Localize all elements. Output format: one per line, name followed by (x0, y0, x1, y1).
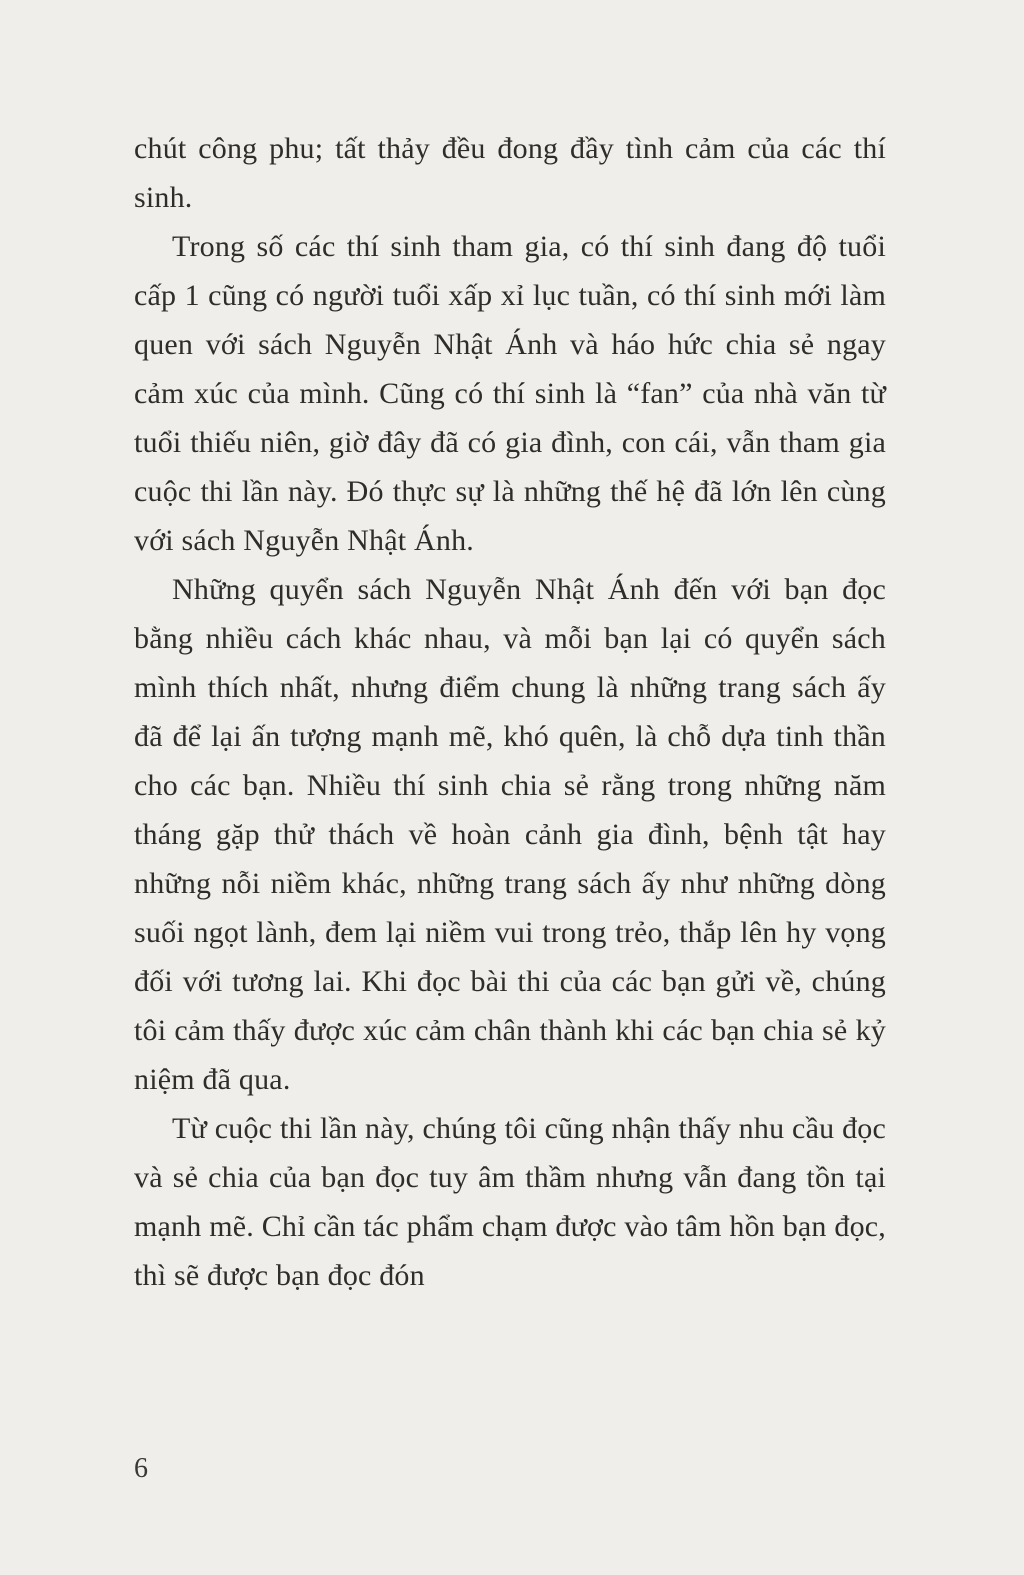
paragraph: Những quyển sách Nguyễn Nhật Ánh đến với bạn đọc bằng nhiều cách khác nhau, và mỗi bạn lại có quyển sách mình thích nhất, nhưng điểm chung là những trang sách ấy đã để lại ấn tượng mạnh mẽ, khó quên, là chỗ dựa tinh thần cho các bạn. Nhiều thí sinh chia sẻ rằng trong những năm tháng gặp thử thách về hoàn cảnh gia đình, bệnh tật hay những nỗi niềm khác, những trang sách ấy như những dòng suối ngọt lành, đem lại niềm vui trong trẻo, thắp lên hy vọng đối với tương lai. Khi đọc bài thi của các bạn gửi về, chúng tôi cảm thấy được xúc cảm chân thành khi các bạn chia sẻ kỷ niệm đã qua. (134, 573, 886, 1096)
paragraph: Từ cuộc thi lần này, chúng tôi cũng nhận thấy nhu cầu đọc và sẻ chia của bạn đọc tuy âm thầm nhưng vẫn đang tồn tại mạnh mẽ. Chỉ cần tác phẩm chạm được vào tâm hồn bạn đọc, thì sẽ được bạn đọc đón (134, 1112, 886, 1292)
page-text (134, 124, 886, 1300)
page-number: 6 (134, 1453, 148, 1484)
paragraph: Trong số các thí sinh tham gia, có thí sinh đang độ tuổi cấp 1 cũng có người tuổi xấp xỉ lục tuần, có thí sinh mới làm quen với sách Nguyễn Nhật Ánh và háo hức chia sẻ ngay cảm xúc của mình. Cũng có thí sinh là “fan” của nhà văn từ tuổi thiếu niên, giờ đây đã có gia đình, con cái, vẫn tham gia cuộc thi lần này. Đó thực sự là những thế hệ đã lớn lên cùng với sách Nguyễn Nhật Ánh. (134, 230, 886, 557)
paragraph: chút công phu; tất thảy đều đong đầy tình cảm của các thí sinh. (134, 132, 886, 214)
